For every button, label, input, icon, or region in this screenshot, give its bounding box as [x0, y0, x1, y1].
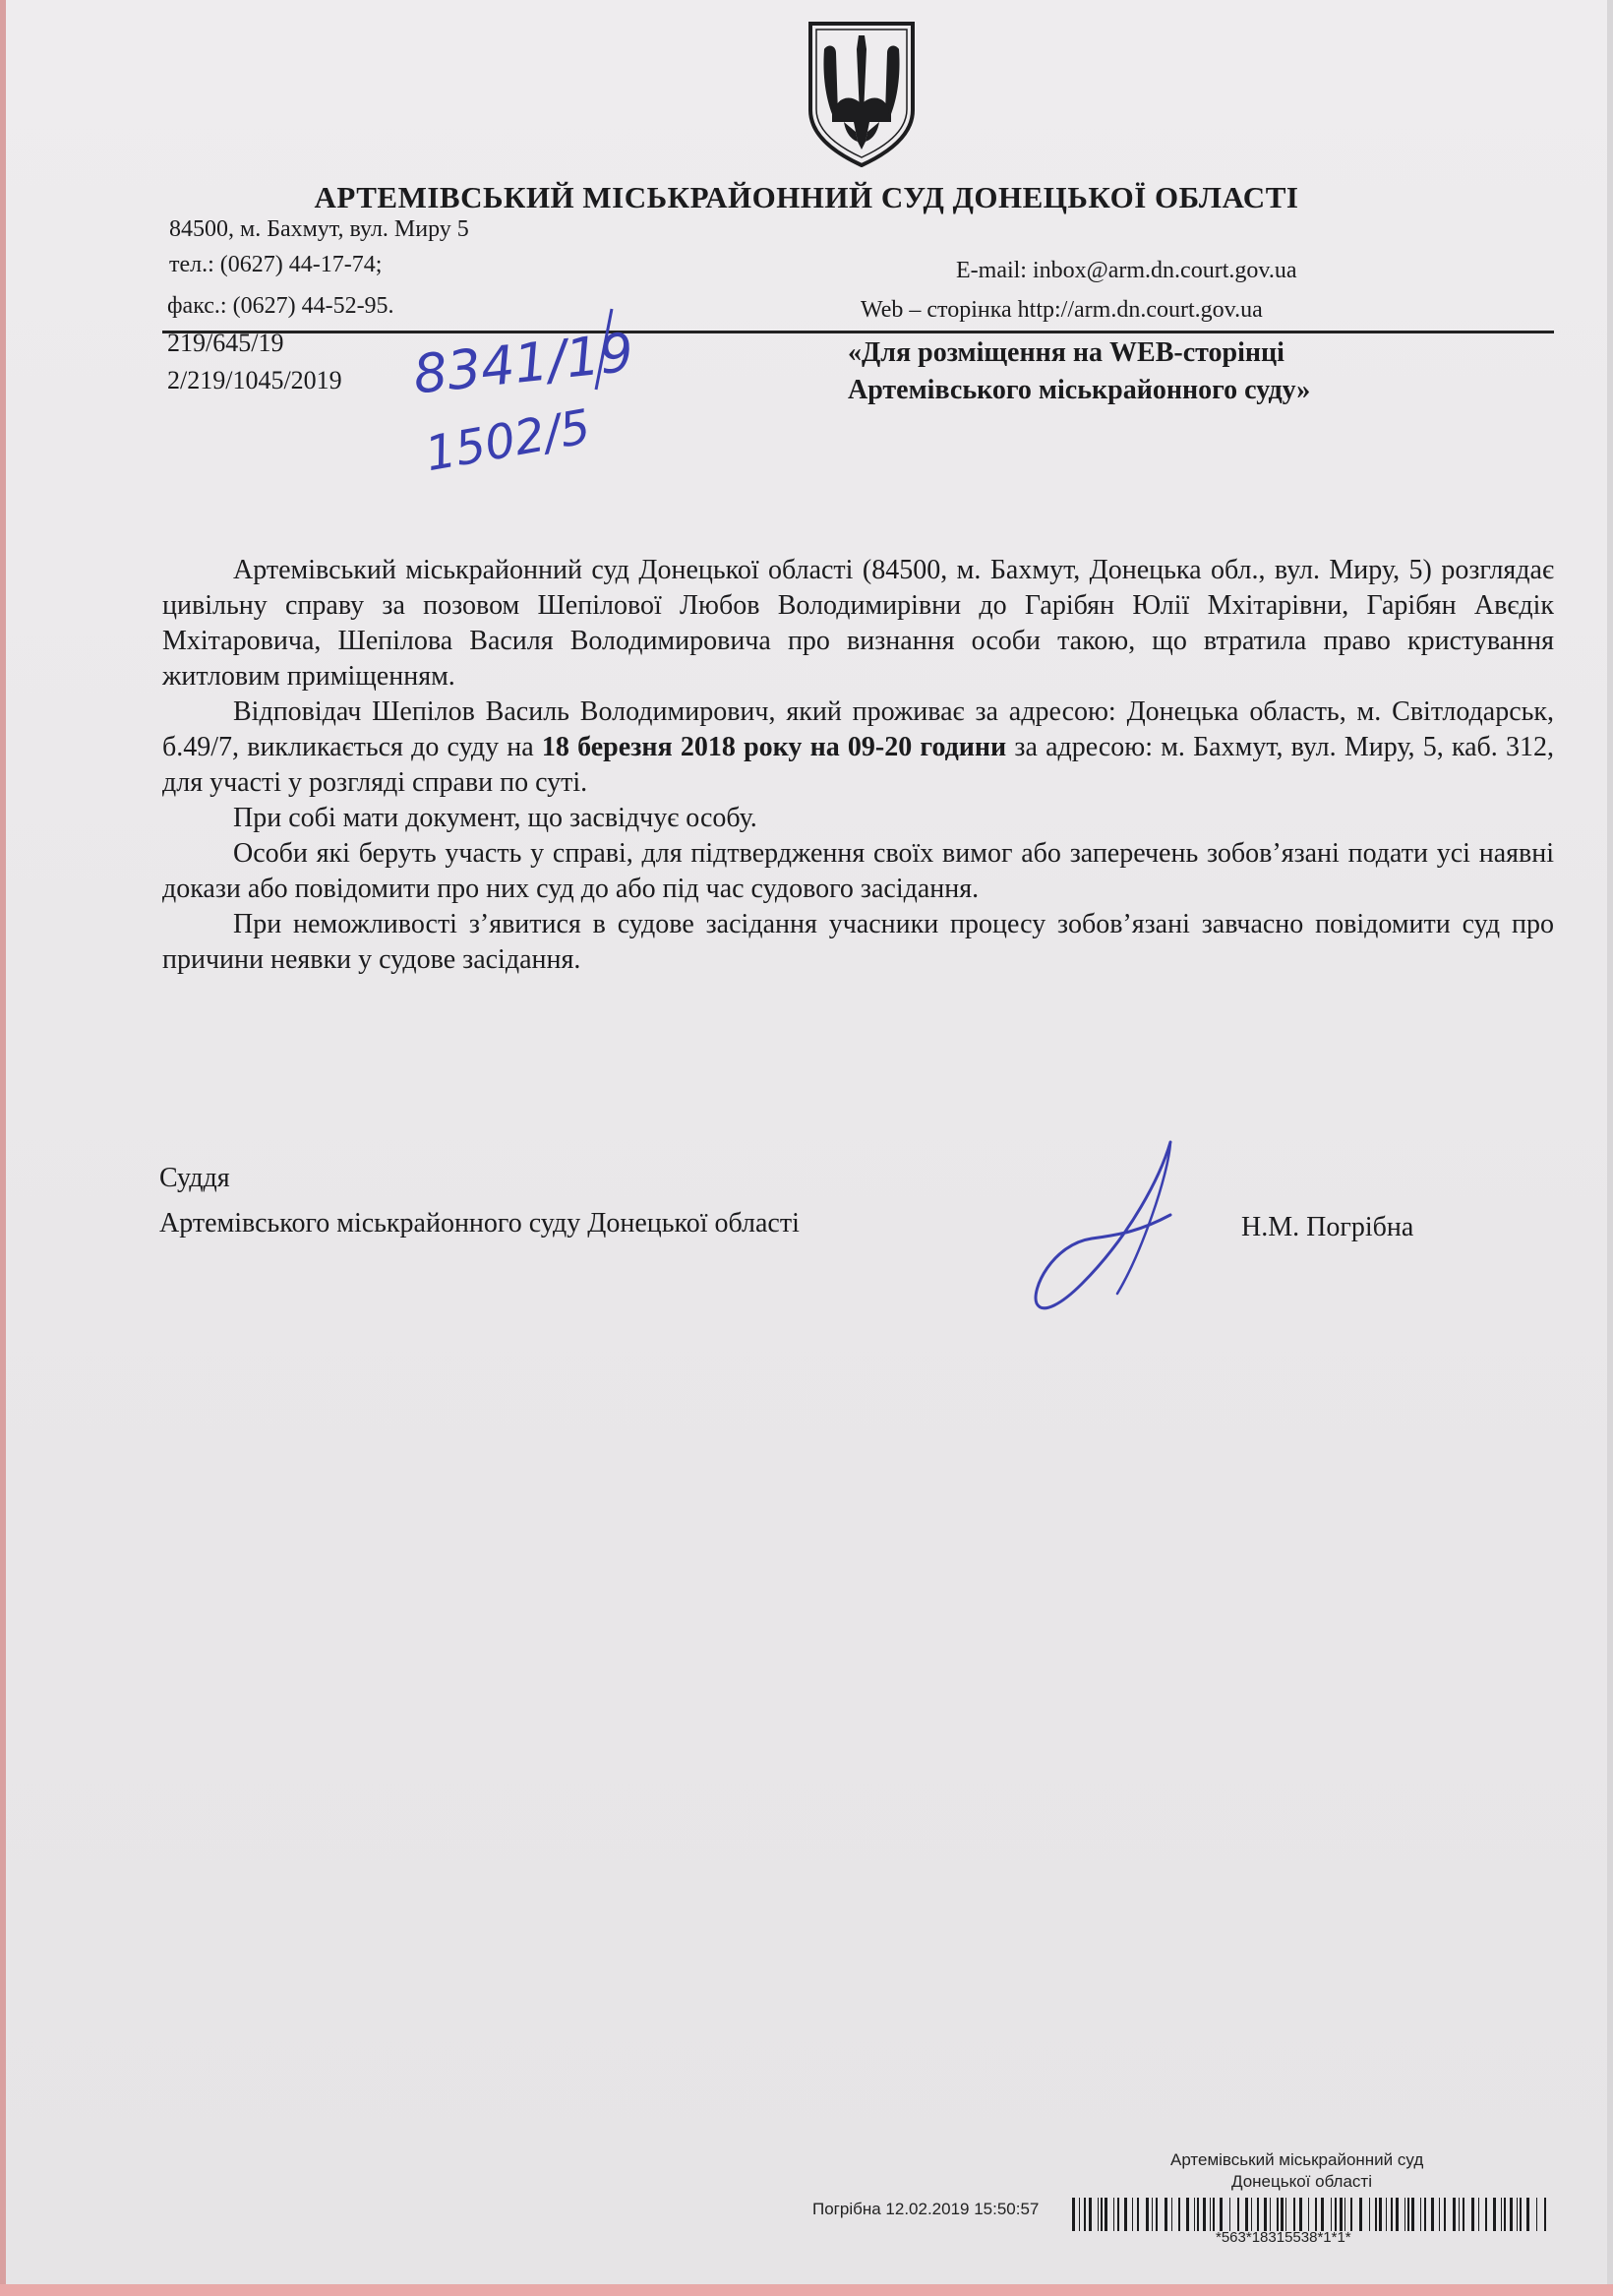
handwritten-number-1: 8341/19: [410, 321, 637, 406]
judge-name: Н.М. Погрібна: [1241, 1212, 1414, 1242]
judge-role: Суддя: [159, 1163, 230, 1193]
court-email: E-mail: inbox@arm.dn.court.gov.ua: [956, 258, 1297, 283]
web-note-line-2: Артемівського міськрайонного суду»: [848, 375, 1311, 405]
scan-edge-bottom: [0, 2284, 1613, 2296]
stamp-court-line-2: Донецької області: [1231, 2172, 1372, 2191]
case-number: 219/645/19: [167, 329, 284, 357]
paragraph-summons: [162, 695, 1554, 801]
handwritten-stroke: [590, 305, 620, 393]
scan-edge-right: [1607, 0, 1613, 2296]
court-website: Web – сторінка http://arm.dn.court.gov.ua: [861, 297, 1263, 323]
document-barcode: [1072, 2198, 1552, 2231]
web-note-line-1: «Для розміщення на WEB-сторінці: [848, 337, 1284, 368]
paragraph-absence: При неможливості з’явитися в судове засідання учасники процесу зобов’язані завчасно повідомити суд про причини неявки у судове засідання.: [162, 909, 1554, 975]
court-address: 84500, м. Бахмут, вул. Миру 5: [169, 216, 469, 242]
barcode-text: *563*18315538*1*1*: [1216, 2229, 1351, 2246]
coat-of-arms-icon: [805, 20, 919, 167]
stamp-court-line-1: Артемівський міськрайонний суд: [1170, 2150, 1424, 2169]
summons-text-start: Відповідач Шепілов Василь Володимирович, який проживає за адресою: Донецька область, м. Світлодарськ, б.49/7, викликається до суду на: [162, 696, 1554, 762]
stamp-registration: Погрібна 12.02.2019 15:50:57: [812, 2200, 1040, 2218]
judge-court: Артемівського міськрайонного суду Донецької області: [159, 1208, 800, 1239]
handwritten-number-2: 1502/5: [421, 398, 595, 483]
paragraph-evidence: Особи які беруть участь у справі, для підтвердження своїх вимог або заперечень зобов’язані подати усі наявні докази або повідомити про них суд до або під час судового засідання.: [162, 838, 1554, 904]
judge-signature: [1023, 1136, 1200, 1323]
paragraph-id: При собі мати документ, що засвідчує особу.: [233, 803, 757, 833]
scan-edge-left: [0, 0, 6, 2296]
header-divider: [162, 331, 1554, 333]
summons-text-end: за адресою: м. Бахмут, вул. Миру, 5, каб. 312, для участі у розгляді справи по суті.: [162, 732, 1554, 798]
court-phone: тел.: (0627) 44-17-74;: [169, 252, 383, 277]
court-title: АРТЕМІВСЬКИЙ МІСЬКРАЙОННИЙ СУД ДОНЕЦЬКОЇ ОБЛАСТІ: [314, 180, 1299, 214]
web-publication-note: [848, 334, 1310, 409]
paragraph-case: Артемівський міськрайонний суд Донецької області (84500, м. Бахмут, Донецька обл., вул. Миру, 5) розглядає цивільну справу за позовом Шепілової Любов Володимирівни до Гарібян Юлії Мхітарівни, Гарібян Авєдік Мхітаровича, Шепілова Василя Володимировича про визнання особи такою, що втратила право кристування житловим приміщенням.: [162, 555, 1554, 692]
proceeding-number: 2/219/1045/2019: [167, 366, 342, 394]
court-fax: факс.: (0627) 44-52-95.: [167, 293, 394, 319]
hearing-date: 18 березня 2018 року на 09-20 години: [541, 732, 1007, 762]
notice-body: [162, 553, 1554, 978]
